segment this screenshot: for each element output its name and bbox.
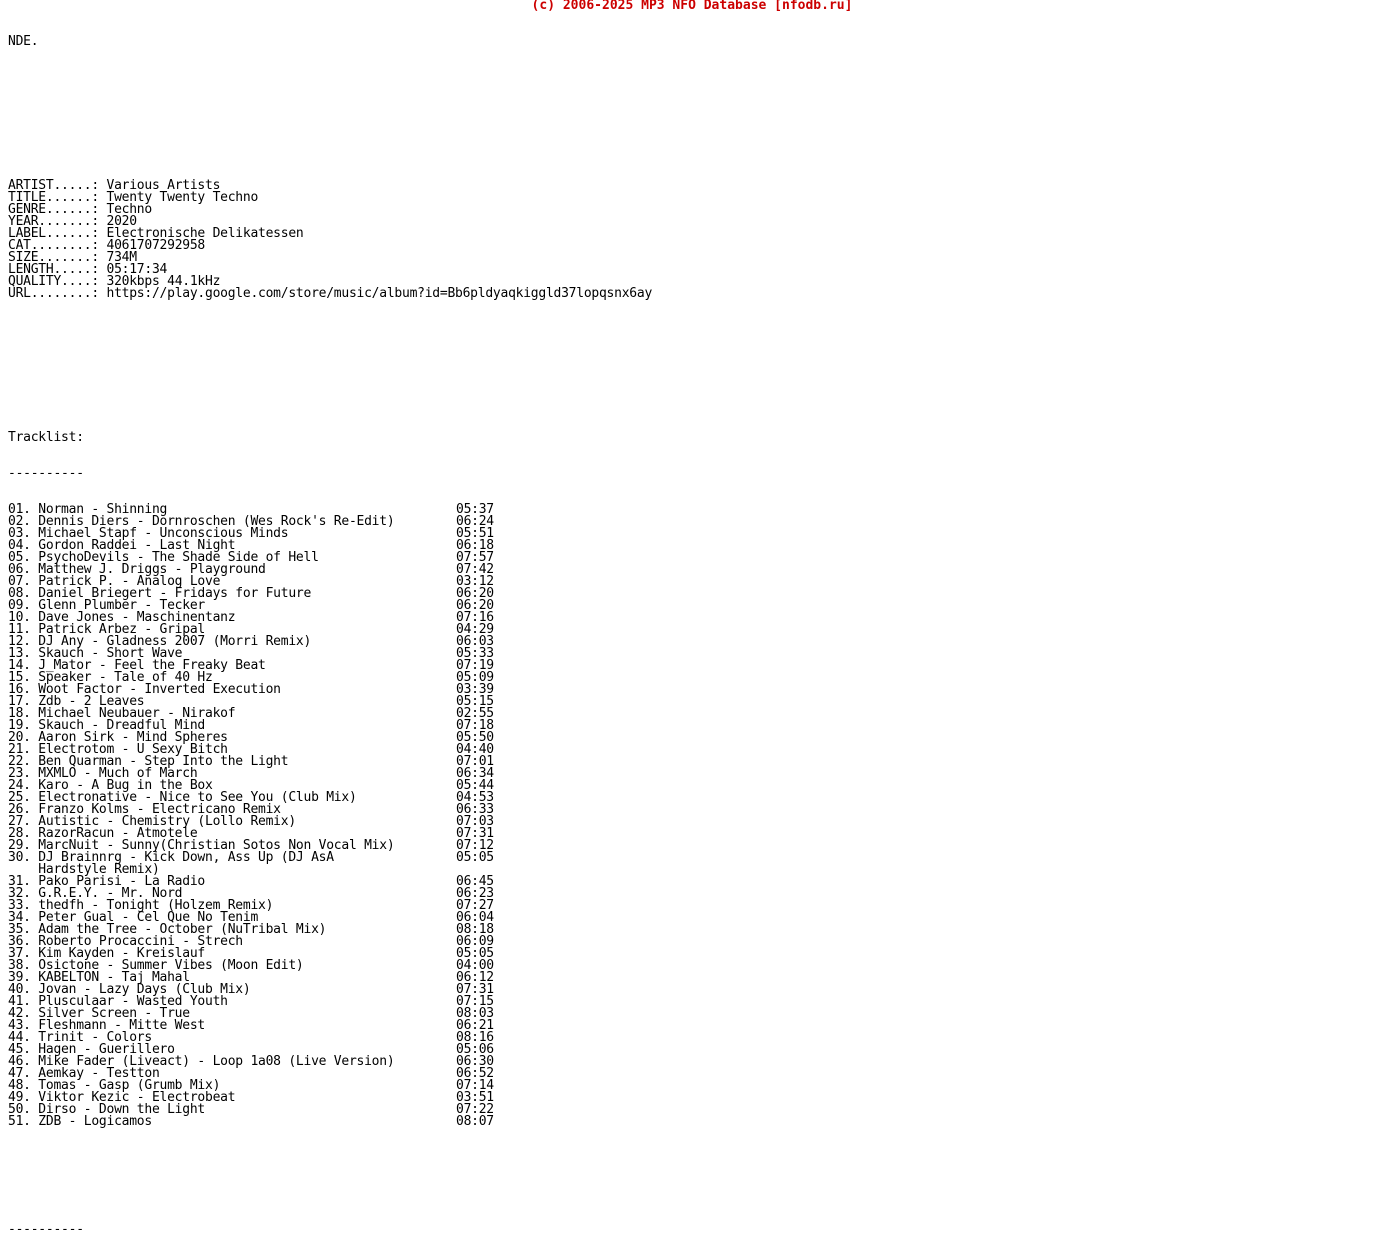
info-value: Twenty Twenty Techno [106, 190, 259, 205]
info-value: 734M [106, 250, 137, 265]
track-duration: 06:18 [456, 538, 494, 553]
info-value: Techno [106, 202, 152, 217]
track-duration: 05:37 [456, 502, 494, 517]
track-title: 31. Pako Parisi - La Radio [8, 874, 205, 889]
track-title: 17. Zdb - 2 Leaves [8, 694, 145, 709]
nfo-text [8, 12, 652, 1248]
track-title: 24. Karo - A Bug in the Box [8, 778, 213, 793]
copyright-banner: (c) 2006-2025 MP3 NFO Database [nfodb.ru] [531, 0, 853, 13]
track-title: 30. DJ Brainnrg - Kick Down, Ass Up (DJ AsA [8, 850, 334, 865]
tracklist-separator: ---------- [8, 466, 84, 481]
track-duration: 07:03 [456, 814, 494, 829]
track-title: 03. Michael Stapf - Unconscious Minds [8, 526, 289, 541]
track-title: 35. Adam the Tree - October (NuTribal Mix) [8, 922, 327, 937]
track-duration: 05:15 [456, 694, 494, 709]
track-duration: 06:23 [456, 886, 494, 901]
track-duration: 06:52 [456, 1066, 494, 1081]
track-title: 43. Fleshmann - Mitte West [8, 1018, 205, 1033]
track-duration: 07:16 [456, 610, 494, 625]
track-duration: 06:33 [456, 802, 494, 817]
track-title: 27. Autistic - Chemistry (Lollo Remix) [8, 814, 296, 829]
track-duration: 06:24 [456, 514, 494, 529]
blank-line [8, 360, 652, 372]
track-duration: 02:55 [456, 706, 494, 721]
info-key: URL........: [8, 286, 107, 301]
track-duration: 07:15 [456, 994, 494, 1009]
track-title: 10. Dave Jones - Maschinentanz [8, 610, 236, 625]
info-key: GENRE......: [8, 202, 107, 217]
track-title: 25. Electronative - Nice to See You (Club Mix) [8, 790, 357, 805]
track-title: 05. PsychoDevils - The Shade Side of Hell [8, 550, 319, 565]
track-duration: 06:20 [456, 598, 494, 613]
track-duration: 04:00 [456, 958, 494, 973]
track-duration: 05:44 [456, 778, 494, 793]
track-title: 44. Trinit - Colors [8, 1030, 152, 1045]
info-key: TITLE......: [8, 190, 107, 205]
info-key: CAT........: [8, 238, 107, 253]
info-key: ARTIST.....: [8, 178, 107, 193]
header-fragment: NDE. [8, 34, 39, 49]
track-title: 01. Norman - Shinning [8, 502, 168, 517]
track-title: 23. MXMLO - Much of March [8, 766, 198, 781]
track-title: 06. Matthew J. Driggs - Playground [8, 562, 266, 577]
track-title: 26. Franzo Kolms - Electricano Remix [8, 802, 281, 817]
track-duration: 06:30 [456, 1054, 494, 1069]
track-duration: 07:31 [456, 982, 494, 997]
track-duration: 07:12 [456, 838, 494, 853]
blank-line [8, 144, 652, 156]
track-duration: 03:12 [456, 574, 494, 589]
info-key: QUALITY....: [8, 274, 107, 289]
track-duration: 08:18 [456, 922, 494, 937]
track-duration: 06:09 [456, 934, 494, 949]
track-duration: 05:09 [456, 670, 494, 685]
track-duration: 05:05 [456, 946, 494, 961]
track-title: 04. Gordon Raddei - Last Night [8, 538, 236, 553]
track-duration: 04:53 [456, 790, 494, 805]
info-value: 2020 [106, 214, 137, 229]
info-key: YEAR.......: [8, 214, 107, 229]
info-value: Various Artists [106, 178, 221, 193]
track-duration: 08:16 [456, 1030, 494, 1045]
track-title: 21. Electrotom - U Sexy Bitch [8, 742, 228, 757]
track-title: 46. Mike Fader (Liveact) - Loop 1a08 (Live Version) [8, 1054, 395, 1069]
blank-line [8, 72, 652, 84]
track-title: 32. G.R.E.Y. - Mr. Nord [8, 886, 183, 901]
footer-separator: ---------- [8, 1222, 84, 1237]
track-title: 22. Ben Quarman - Step Into the Light [8, 754, 289, 769]
track-title: 34. Peter Gual - Cel Que No Tenim [8, 910, 259, 925]
tracklist-title: Tracklist: [8, 430, 84, 445]
track-duration: 05:51 [456, 526, 494, 541]
track-duration: 04:29 [456, 622, 494, 637]
info-value: Electronische Delikatessen [106, 226, 304, 241]
track-title: 36. Roberto Procaccini - Strech [8, 934, 243, 949]
track-title: 37. Kim Kayden - Kreislauf [8, 946, 205, 961]
track-duration: 06:12 [456, 970, 494, 985]
track-duration: 06:04 [456, 910, 494, 925]
track-title: 51. ZDB - Logicamos [8, 1114, 152, 1129]
track-title: 28. RazorRacun - Atmotele [8, 826, 198, 841]
track-title: 08. Daniel Briegert - Fridays for Future [8, 586, 312, 601]
track-duration: 03:39 [456, 682, 494, 697]
track-duration: 04:40 [456, 742, 494, 757]
info-key: LABEL......: [8, 226, 107, 241]
blank-line [8, 108, 652, 120]
track-title: 49. Viktor Kezic - Electrobeat [8, 1090, 236, 1105]
track-duration: 05:05 [456, 850, 494, 865]
track-title: 02. Dennis Diers - Dornroschen (Wes Rock's Re-Edit) [8, 514, 395, 529]
track-title: 41. Plusculaar - Wasted Youth [8, 994, 228, 1009]
tracklist [8, 504, 652, 1128]
track-duration: 07:01 [456, 754, 494, 769]
track-title: 14. J_Mator - Feel the Freaky Beat [8, 658, 266, 673]
track-title: 16. Woot Factor - Inverted Execution [8, 682, 281, 697]
track-duration: 07:31 [456, 826, 494, 841]
track-duration: 08:03 [456, 1006, 494, 1021]
track-title: 39. KABELTON - Taj Mahal [8, 970, 190, 985]
info-value: 4061707292958 [106, 238, 205, 253]
track-title: 13. Skauch - Short Wave [8, 646, 183, 661]
track-title: 29. MarcNuit - Sunny(Christian Sotos Non Vocal Mix) [8, 838, 395, 853]
track-title: 40. Jovan - Lazy Days (Club Mix) [8, 982, 251, 997]
blank-line [8, 1152, 652, 1164]
track-row [8, 1116, 652, 1128]
track-title: 50. Dirso - Down the Light [8, 1102, 205, 1117]
track-title: 11. Patrick Arbez - Gripal [8, 622, 205, 637]
track-duration: 06:03 [456, 634, 494, 649]
track-title: 19. Skauch - Dreadful Mind [8, 718, 205, 733]
track-duration: 08:07 [456, 1114, 494, 1129]
track-duration: 07:22 [456, 1102, 494, 1117]
track-duration: 06:20 [456, 586, 494, 601]
track-title: 12. DJ Any - Gladness 2007 (Morri Remix) [8, 634, 312, 649]
track-title: 09. Glenn Plumber - Tecker [8, 598, 205, 613]
track-title: 07. Patrick P. - Analog Love [8, 574, 221, 589]
track-duration: 07:27 [456, 898, 494, 913]
blank-line [8, 396, 652, 408]
blank-line [8, 1188, 652, 1200]
track-duration: 07:57 [456, 550, 494, 565]
info-value: https://play.google.com/store/music/album?id=Bb6pldyaqkiggld37lopqsnx6ay [106, 286, 653, 301]
track-duration: 05:06 [456, 1042, 494, 1057]
info-value: 320kbps 44.1kHz [106, 274, 221, 289]
info-row [8, 288, 652, 300]
track-duration: 06:21 [456, 1018, 494, 1033]
track-title: 42. Silver Screen - True [8, 1006, 190, 1021]
track-title: 48. Tomas - Gasp (Grumb Mix) [8, 1078, 221, 1093]
track-title: 47. Aemkay - Testton [8, 1066, 160, 1081]
track-title: 33. thedfh - Tonight (Holzem Remix) [8, 898, 274, 913]
track-duration: 05:33 [456, 646, 494, 661]
track-duration: 06:45 [456, 874, 494, 889]
release-info [8, 180, 652, 300]
blank-line [8, 324, 652, 336]
info-value: 05:17:34 [106, 262, 168, 277]
track-duration: 07:19 [456, 658, 494, 673]
track-duration: 07:14 [456, 1078, 494, 1093]
track-duration: 03:51 [456, 1090, 494, 1105]
track-duration: 05:50 [456, 730, 494, 745]
track-title: Hardstyle Remix) [8, 862, 160, 877]
track-duration: 07:18 [456, 718, 494, 733]
info-key: LENGTH.....: [8, 262, 107, 277]
track-title: 15. Speaker - Tale of 40 Hz [8, 670, 213, 685]
track-duration: 07:42 [456, 562, 494, 577]
track-title: 20. Aaron Sirk - Mind Spheres [8, 730, 228, 745]
track-title: 18. Michael Neubauer - Nirakof [8, 706, 236, 721]
info-key: SIZE.......: [8, 250, 107, 265]
track-duration: 06:34 [456, 766, 494, 781]
track-title: 38. Osictone - Summer Vibes (Moon Edit) [8, 958, 304, 973]
track-title: 45. Hagen - Guerillero [8, 1042, 175, 1057]
